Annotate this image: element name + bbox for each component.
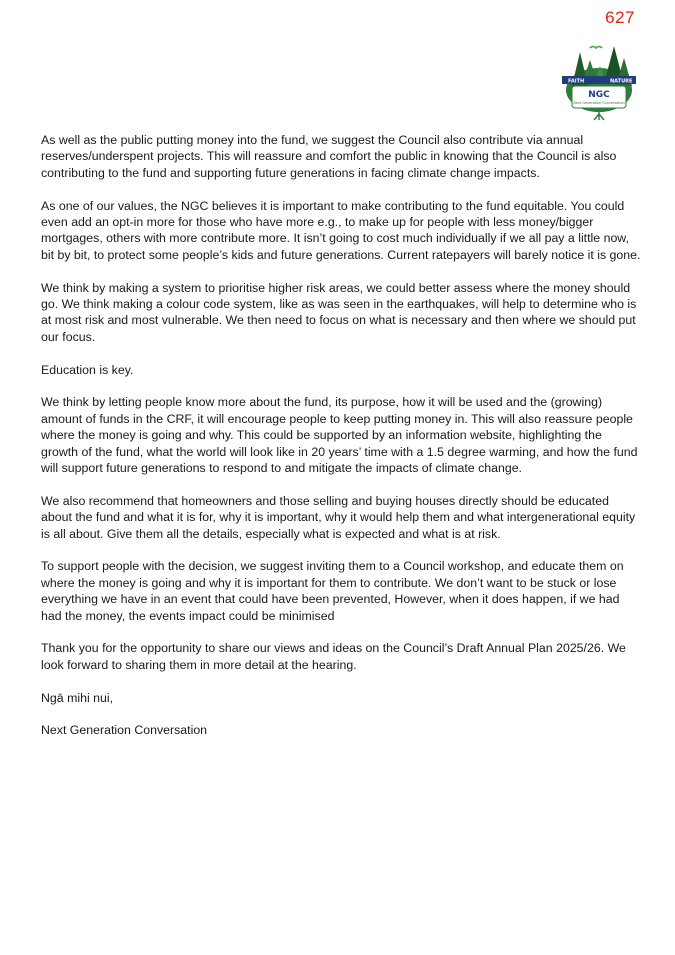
- signature-organisation: Next Generation Conversation: [41, 723, 208, 738]
- paragraph-thank-you: Thank you for the opportunity to share our views and ideas on the Council’s Draft Annual Plan 2025/26. We look forward to sharing them in more detail at the hearing.: [41, 641, 626, 672]
- paragraph-council-workshop: To support people with the decision, we suggest inviting them to a Council workshop, and educate them on where the money is going and why it is important for them to contribute. We don’t want to be stuck or lose everything we have in an event that could have been prevented, However, when it does happen, if we had had the money, the events impact could be minimised: [41, 559, 624, 623]
- paragraph-council-contribution: As well as the public putting money into the fund, we suggest the Council also contribute via annual reserves/underspent projects. This will reassure and comfort the public in knowing that the Council is also contributing to the fund and supporting future generations in facing climate change impacts.: [41, 133, 617, 180]
- page-number: 627: [605, 8, 635, 27]
- ngc-logo: [560, 38, 638, 124]
- logo-tagline: Next Generation Conversation: [573, 101, 625, 105]
- logo-banner-right: NATURE: [610, 78, 633, 85]
- logo-banner-left: FAITH: [568, 78, 585, 85]
- paragraph-education-key: Education is key.: [41, 362, 134, 377]
- paragraph-equitable-contribution: As one of our values, the NGC believes it is important to make contributing to the fund equitable. You could even add an opt-in more for those who have more e.g., to make up for people with less money/bigger mortgages, others with more contribute more. It isn’t going to cost much individually if we all pay a little now, bit by bit, to protect some people’s kids and future generations. Current ratepayers will barely notice it is gone.: [41, 198, 641, 262]
- paragraph-fund-awareness: We think by letting people know more about the fund, its purpose, how it will be used and the (growing) amount of funds in the CRF, it will encourage people to keep putting money in. This will also reassure people where the money is going and why. This could be supported by an information website, highlighting the growth of the fund, what the world will look like in 20 years’ time with a 1.5 degree warming, and how the fund will support future generations to respond to and mitigate the impacts of climate change.: [41, 395, 638, 476]
- logo-acronym: NGC: [588, 90, 610, 100]
- letter-body: [41, 132, 641, 755]
- paragraph-homeowner-education: We also recommend that homeowners and those selling and buying houses directly should be educated about the fund and what it is for, why it is important, why it would help them and what intergenerational equity is all about. Give them all the details, especially what is expected and what is at risk.: [41, 493, 636, 541]
- paragraph-risk-prioritisation: We think by making a system to prioritise higher risk areas, we could better assess where the money should go. We think making a colour code system, like as was seen in the earthquakes, will help to determine who is at most risk and most vulnerable. We then need to focus on what is necessary and then where we should put our focus.: [41, 280, 637, 344]
- sign-off: Ngā mihi nui,: [41, 690, 114, 705]
